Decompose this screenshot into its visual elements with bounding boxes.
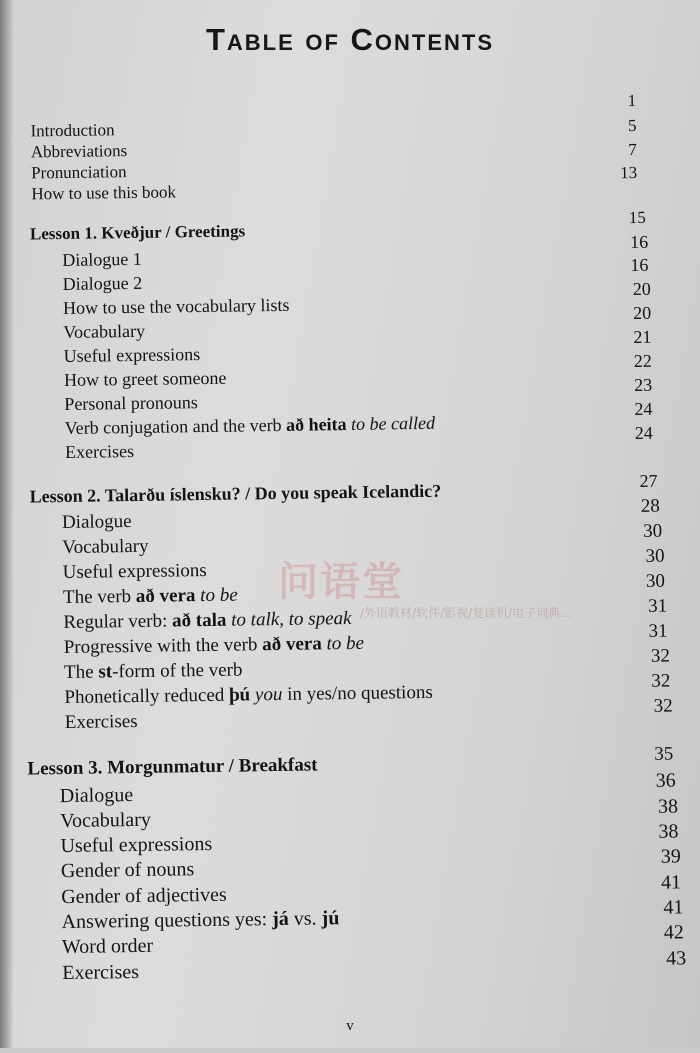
toc-entry-label: Useful expressions <box>62 560 207 584</box>
lesson-page-number: 35 <box>654 743 674 765</box>
toc-page-number: 28 <box>640 495 660 517</box>
toc-page-number: 31 <box>648 595 668 617</box>
toc-entry-label: Useful expressions <box>60 832 213 858</box>
toc-page-number: 32 <box>653 695 673 717</box>
toc-entry-label: Phonetically reduced þú you in yes/no questions <box>64 681 433 709</box>
toc-entry <box>64 344 201 367</box>
toc-entry-label: Vocabulary <box>62 535 149 559</box>
toc-entry <box>64 368 227 391</box>
toc-page-number: 30 <box>645 570 666 592</box>
watermark-caption: /外语教材/软件/影视/复读机/电子词典... <box>360 606 572 620</box>
toc-page-number: 1 <box>627 90 637 111</box>
toc-page-number: 31 <box>648 620 668 642</box>
toc-entry <box>62 961 139 985</box>
lesson-heading <box>27 754 317 780</box>
lesson-heading <box>30 481 442 508</box>
toc-entry-label: Useful expressions <box>63 344 201 366</box>
toc-page-number: 39 <box>660 845 681 868</box>
watermark-logo: 问语堂 <box>278 559 404 605</box>
toc-entry <box>63 560 207 584</box>
toc-entry <box>31 141 128 162</box>
page-title: Table of Contents <box>205 22 495 57</box>
toc-entry-label: Exercises <box>64 441 135 462</box>
toc-page-number: 30 <box>645 545 665 567</box>
toc-page-number: 32 <box>651 670 671 692</box>
toc-entry-label: Exercises <box>62 960 140 985</box>
toc-entry <box>31 162 127 183</box>
toc-entry-label: Introduction <box>30 120 115 141</box>
toc-entry-label: Gender of adjectives <box>61 883 227 909</box>
toc-page-number: 23 <box>634 374 653 396</box>
toc-entry-label: Gender of nouns <box>60 858 195 883</box>
toc-page-number: 24 <box>634 422 653 444</box>
toc-entry <box>61 884 227 909</box>
toc-entry <box>61 907 339 934</box>
toc-entry-label: Pronunciation <box>30 162 127 183</box>
toc-entry-label: The verb að vera to be <box>62 584 238 609</box>
toc-page-number: 30 <box>643 520 663 542</box>
toc-page-number: 41 <box>663 896 684 919</box>
toc-entry-label: Dialogue 2 <box>62 272 143 294</box>
toc-page-number: 32 <box>650 645 671 667</box>
toc-entry-label: How to use this book <box>31 182 177 204</box>
toc-page-number: 7 <box>628 139 637 160</box>
toc-entry <box>64 392 198 415</box>
toc-page-number: 20 <box>632 302 652 324</box>
toc-page-number: 43 <box>666 947 687 970</box>
toc-page-number: 38 <box>658 820 679 843</box>
toc-entry <box>65 711 138 734</box>
toc-entry <box>62 249 142 271</box>
toc-page-number: 22 <box>633 350 652 372</box>
toc-entry <box>62 536 148 559</box>
toc-entry-label: Dialogue 1 <box>62 248 142 270</box>
toc-entry-label: Personal pronouns <box>64 392 198 414</box>
toc-page-number: 42 <box>663 921 684 944</box>
toc-entry-label: Word order <box>61 934 154 959</box>
toc-entry-label: Abbreviations <box>30 141 128 162</box>
toc-entry <box>63 321 145 343</box>
toc-entry-label: Progressive with the verb að vera to be <box>63 632 365 659</box>
toc-entry <box>60 809 151 833</box>
toc-entry <box>60 784 134 808</box>
toc-page-number: 38 <box>657 795 679 818</box>
toc-page-number: 13 <box>620 162 638 183</box>
toc-entry <box>64 660 243 684</box>
toc-entry-label: Regular verb: að tala to talk, to speak <box>63 607 352 634</box>
toc-entry <box>63 608 351 634</box>
toc-entry-label: Vocabulary <box>60 808 152 833</box>
toc-entry <box>31 182 176 204</box>
toc-entry <box>65 413 436 439</box>
toc-page-number: 24 <box>634 398 653 420</box>
toc-page-number: 36 <box>655 769 676 792</box>
page-folio: v <box>346 1018 354 1034</box>
toc-page-number: 21 <box>633 326 652 348</box>
lesson-heading-label: Lesson 3. Morgunmatur / Breakfast <box>27 754 318 780</box>
toc-entry <box>65 441 134 463</box>
toc-entry-label: Vocabulary <box>63 320 146 342</box>
lesson-heading-label: Lesson 2. Talarðu íslensku? / Do you speak Icelandic? <box>29 480 442 507</box>
toc-entry <box>63 273 143 295</box>
toc-entry-label: Answering questions yes: já vs. jú <box>61 907 340 934</box>
toc-entry-label: Dialogue <box>61 511 132 534</box>
toc-entry-label: Dialogue <box>59 784 134 808</box>
toc-entry <box>64 633 365 659</box>
toc-entry-label: Exercises <box>64 710 138 734</box>
lesson-heading <box>30 221 245 244</box>
toc-entry <box>63 585 238 609</box>
toc-page-number: 41 <box>660 871 682 894</box>
toc-page-number: 16 <box>630 254 649 276</box>
lesson-page-number: 27 <box>639 470 658 491</box>
toc-entry <box>63 295 290 319</box>
toc-entry <box>30 120 114 141</box>
toc-entry-label: How to greet someone <box>63 367 227 390</box>
toc-entry <box>64 682 433 709</box>
toc-entry <box>62 935 153 959</box>
toc-entry <box>61 858 195 883</box>
toc-entry-label: How to use the vocabulary lists <box>62 294 290 318</box>
toc-page-number: 20 <box>632 278 651 300</box>
toc-page-number: 16 <box>630 231 649 253</box>
toc-entry-label: The st-form of the verb <box>63 659 243 684</box>
toc-entry <box>60 833 212 858</box>
toc-entry-label: Verb conjugation and the verb að heita to be called <box>64 412 436 438</box>
toc-entry <box>62 511 132 534</box>
toc-page-number: 5 <box>627 115 637 136</box>
lesson-page-number: 15 <box>628 207 646 228</box>
lesson-heading-label: Lesson 1. Kveðjur / Greetings <box>29 221 246 244</box>
